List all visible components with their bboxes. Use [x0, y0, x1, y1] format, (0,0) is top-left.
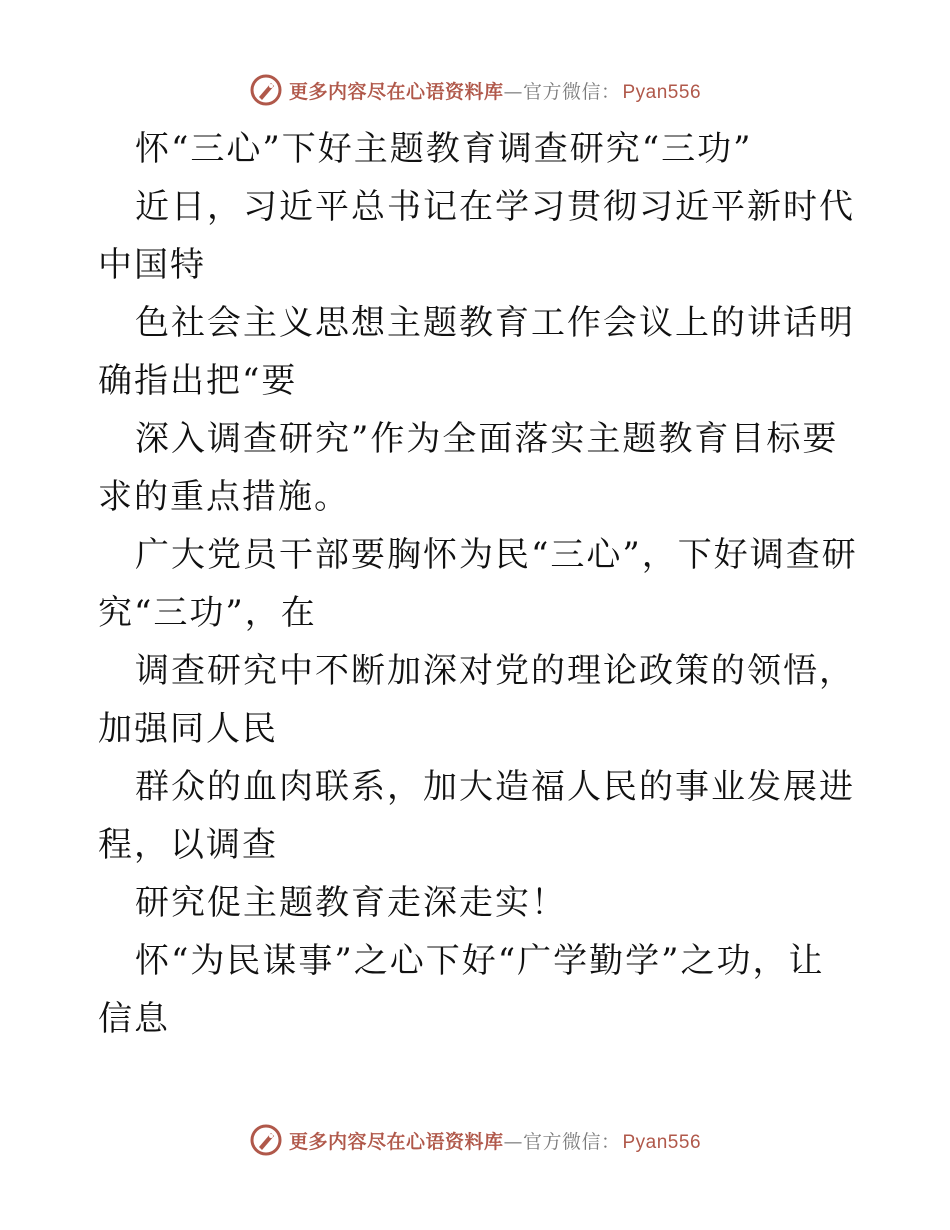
footer-banner — [0, 1120, 950, 1160]
document-title: 怀“三心”下好主题教育调查研究“三功” — [135, 129, 753, 169]
banner-separator: — — [503, 1130, 523, 1153]
paragraph: 研究促主题教育走深走实！ — [135, 883, 567, 923]
paragraph: 深入调查研究”作为全面落实主题教育目标要求的重点措施。 — [98, 419, 839, 517]
document-body — [98, 120, 858, 1048]
banner-wechat-label: 官方微信： — [522, 80, 621, 103]
paragraph: 群众的血肉联系，加大造福人民的事业发展进程，以调查 — [98, 767, 855, 865]
paragraph: 近日，习近平总书记在学习贯彻习近平新时代中国特 — [98, 187, 855, 285]
header-banner — [0, 70, 950, 110]
pen-logo-icon — [249, 1123, 283, 1157]
paragraph: 怀“为民谋事”之心下好“广学勤学”之功，让信息 — [98, 941, 825, 1039]
paragraph: 调查研究中不断加深对党的理论政策的领悟，加强同人民 — [98, 651, 855, 749]
banner-wechat-id: Pyan556 — [622, 81, 702, 103]
banner-wechat-label: 官方微信： — [522, 1130, 621, 1153]
pen-logo-icon — [249, 73, 283, 107]
paragraph: 广大党员干部要胸怀为民“三心”，下好调查研究“三功”，在 — [98, 535, 858, 633]
banner-slogan: 更多内容尽在心语资料库 — [288, 80, 504, 103]
paragraph: 色社会主义思想主题教育工作会议上的讲话明确指出把“要 — [98, 303, 855, 401]
banner-wechat-id: Pyan556 — [622, 1131, 702, 1153]
banner-slogan: 更多内容尽在心语资料库 — [288, 1130, 504, 1153]
banner-separator: — — [503, 80, 523, 103]
